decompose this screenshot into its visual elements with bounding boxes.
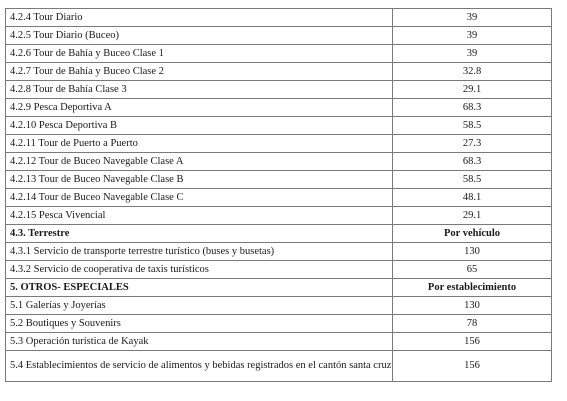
fee-value-cell: 39 [393, 45, 552, 63]
table-row [6, 153, 552, 171]
fee-table-body [6, 9, 552, 382]
fee-value-cell: 48.1 [393, 189, 552, 207]
table-row [6, 117, 552, 135]
service-name-cell: 5.2 Boutiques y Souvenirs [6, 315, 393, 333]
service-name-cell: 5.4 Establecimientos de servicio de alimentos y bebidas registrados en el cantón santa cruz [6, 351, 393, 382]
fee-value-cell: 156 [393, 333, 552, 351]
table-row [6, 63, 552, 81]
fee-value-cell: 130 [393, 297, 552, 315]
service-name-cell: 4.2.9 Pesca Deportiva A [6, 99, 393, 117]
table-row [6, 27, 552, 45]
section-header-row [6, 225, 552, 243]
fee-value-cell: 68.3 [393, 99, 552, 117]
fee-value-cell: 58.5 [393, 117, 552, 135]
table-row [6, 135, 552, 153]
service-name-cell: 4.2.13 Tour de Buceo Navegable Clase B [6, 171, 393, 189]
fee-value-cell: 39 [393, 9, 552, 27]
fee-value-cell: 29.1 [393, 81, 552, 99]
unit-header-cell: Por establecimiento [393, 279, 552, 297]
table-row [6, 207, 552, 225]
service-name-cell: 4.2.5 Tour Diario (Buceo) [6, 27, 393, 45]
service-name-cell: 4.2.6 Tour de Bahía y Buceo Clase 1 [6, 45, 393, 63]
fee-table [5, 8, 552, 382]
service-name-cell: 5.3 Operación turística de Kayak [6, 333, 393, 351]
fee-value-cell: 39 [393, 27, 552, 45]
fee-value-cell: 130 [393, 243, 552, 261]
service-name-cell: 4.2.4 Tour Diario [6, 9, 393, 27]
table-row [6, 9, 552, 27]
table-row [6, 171, 552, 189]
fee-value-cell: 156 [393, 351, 552, 382]
service-name-cell: 4.2.14 Tour de Buceo Navegable Clase C [6, 189, 393, 207]
section-header-row [6, 279, 552, 297]
fee-value-cell: 27.3 [393, 135, 552, 153]
table-row [6, 351, 552, 382]
service-name-cell: 4.2.11 Tour de Puerto a Puerto [6, 135, 393, 153]
table-row [6, 45, 552, 63]
table-row [6, 243, 552, 261]
table-row [6, 297, 552, 315]
service-name-cell: 4.2.15 Pesca Vivencial [6, 207, 393, 225]
section-title-cell: 5. OTROS- ESPECIALES [6, 279, 393, 297]
fee-value-cell: 68.3 [393, 153, 552, 171]
table-row [6, 81, 552, 99]
service-name-cell: 4.3.1 Servicio de transporte terrestre turístico (buses y busetas) [6, 243, 393, 261]
service-name-cell: 4.3.2 Servicio de cooperativa de taxis turísticos [6, 261, 393, 279]
service-name-cell: 4.2.12 Tour de Buceo Navegable Clase A [6, 153, 393, 171]
table-row [6, 99, 552, 117]
table-row [6, 189, 552, 207]
fee-value-cell: 78 [393, 315, 552, 333]
service-name-cell: 4.2.7 Tour de Bahía y Buceo Clase 2 [6, 63, 393, 81]
unit-header-cell: Por vehículo [393, 225, 552, 243]
fee-value-cell: 29.1 [393, 207, 552, 225]
service-name-cell: 4.2.10 Pesca Deportiva B [6, 117, 393, 135]
fee-value-cell: 58.5 [393, 171, 552, 189]
table-row [6, 315, 552, 333]
fee-value-cell: 65 [393, 261, 552, 279]
service-name-cell: 4.2.8 Tour de Bahía Clase 3 [6, 81, 393, 99]
service-name-cell: 5.1 Galerías y Joyerías [6, 297, 393, 315]
table-row [6, 261, 552, 279]
section-title-cell: 4.3. Terrestre [6, 225, 393, 243]
table-row [6, 333, 552, 351]
fee-value-cell: 32.8 [393, 63, 552, 81]
